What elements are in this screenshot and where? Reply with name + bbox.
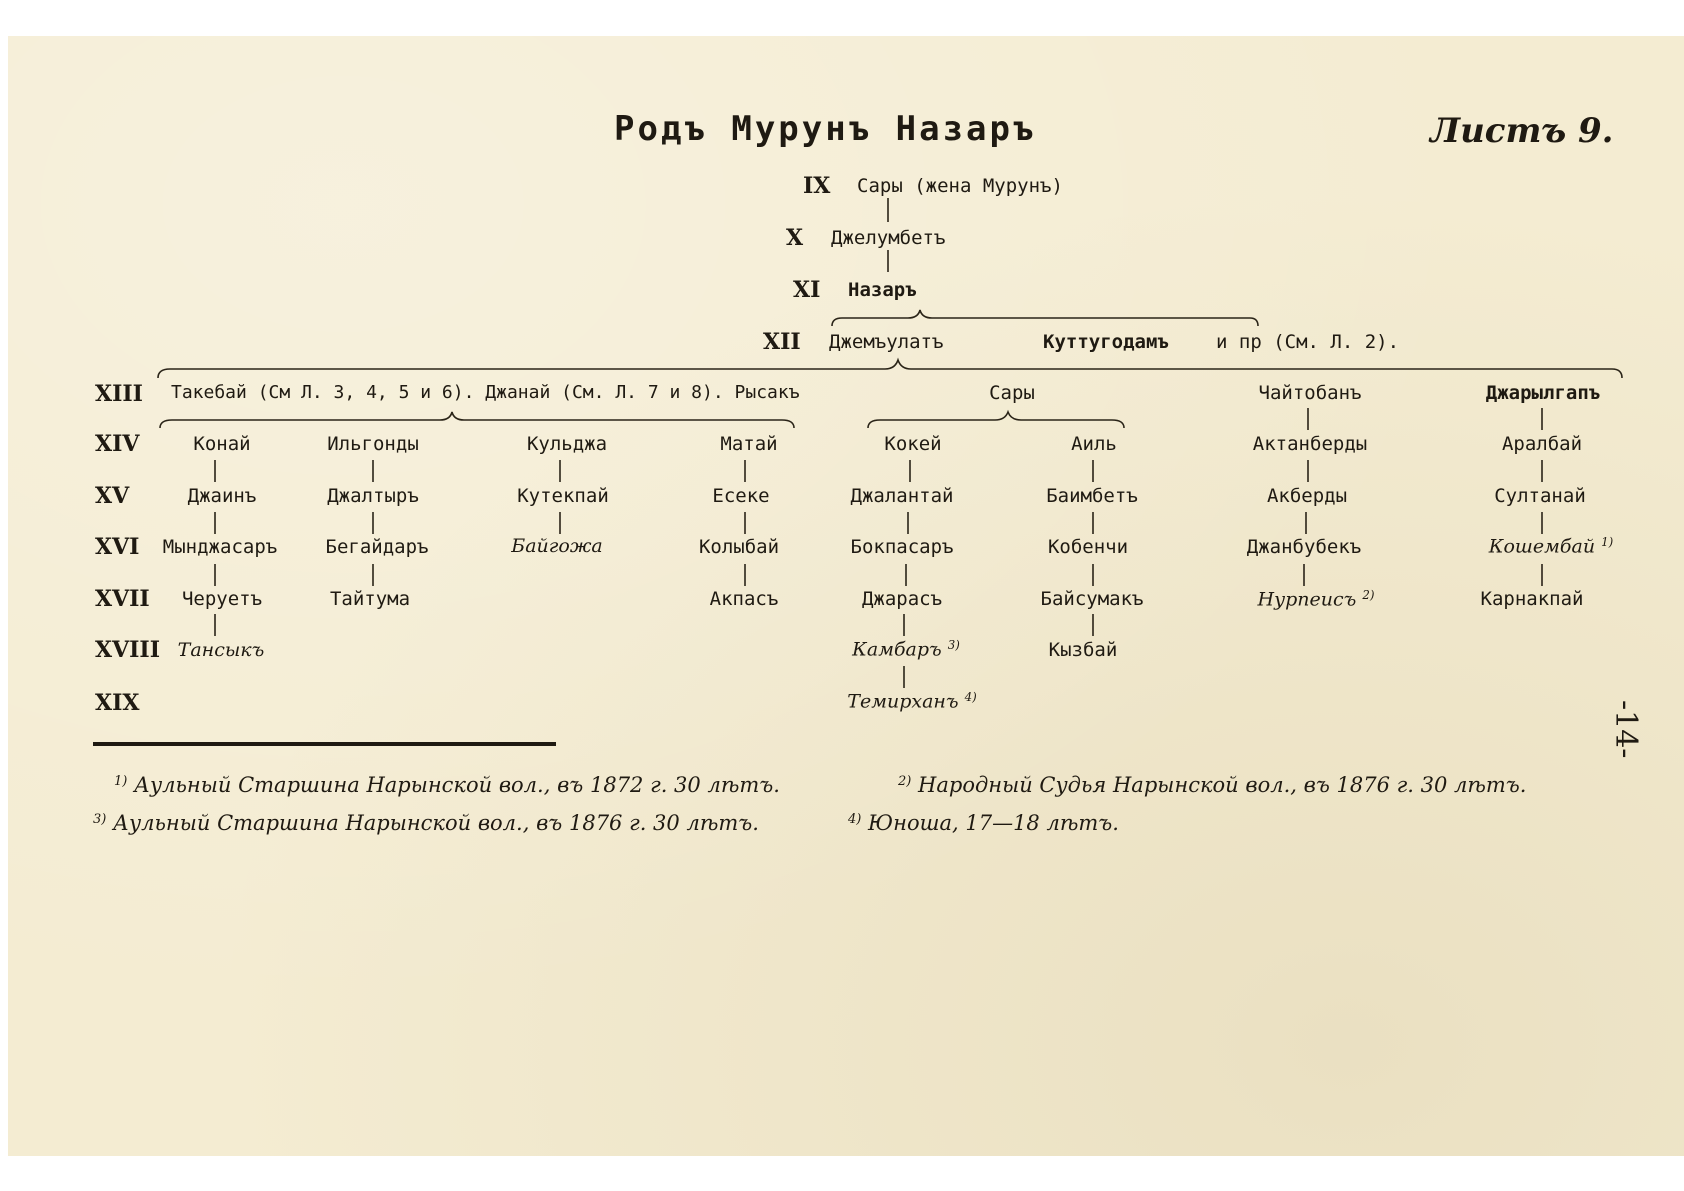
person-akpas: Акпасъ: [709, 588, 779, 610]
person-ilgondy: Ильгонды: [327, 433, 419, 455]
brace-sary: [868, 412, 1124, 428]
person-kuldzha: Кульджа: [526, 433, 608, 455]
sheet-number: Листъ 9.: [1430, 111, 1614, 151]
person-dzharas: Джарасъ: [861, 588, 943, 610]
person-dzhain: Джаинъ: [187, 485, 257, 507]
generation-numeral: XI: [793, 277, 821, 303]
person-xiii-chaitoban: Чайтобанъ: [1258, 382, 1362, 404]
person-tansyk: Тансыкъ: [177, 639, 265, 661]
person-baisumak: Байсумакъ: [1040, 588, 1144, 610]
person-xi: Назаръ: [848, 279, 917, 301]
person-akberdy: Акберды: [1266, 485, 1348, 507]
person-dzhanbubek: Джанбубекъ: [1246, 536, 1362, 558]
generation-numeral: XV: [95, 483, 130, 509]
brace-group1: [160, 412, 794, 428]
person-kobenchi: Кобенчи: [1047, 536, 1129, 558]
person-ix: Сары (жена Мурунъ): [857, 175, 1063, 197]
footnote-2: $^{2)}$ Народный Судья Нарынской вол., въ 1876 г. 30 лѣтъ.: [898, 773, 1527, 798]
person-cheruet: Черуетъ: [181, 588, 263, 610]
person-matai: Матай: [720, 433, 778, 455]
person-sultanai: Султанай: [1494, 485, 1586, 507]
person-baimbet: Баимбетъ: [1046, 485, 1138, 507]
person-aktanberdy: Актанберды: [1252, 433, 1368, 455]
generation-numeral: IX: [803, 173, 831, 199]
generation-numeral: XVIII: [95, 637, 161, 663]
generation-numeral: XIII: [95, 381, 143, 407]
generation-numeral: XVI: [95, 534, 140, 560]
person-baigozha: Байгожа: [511, 535, 603, 557]
person-x: Джелумбетъ: [831, 227, 946, 249]
generation-numeral: XII: [763, 329, 801, 355]
person-kolybai: Колыбай: [698, 536, 780, 558]
person-xii-1: Джемъулатъ: [829, 331, 944, 353]
person-bokpasar: Бокпасаръ: [850, 536, 954, 558]
person-aralbai: Аралбай: [1501, 433, 1583, 455]
person-temirkhan: Темирханъ $^{4)}$: [847, 690, 977, 713]
brace-xii: [832, 310, 1258, 326]
person-nurpeis: Нурпеисъ $^{2)}$: [1257, 588, 1375, 611]
person-ail: Аиль: [1071, 433, 1117, 455]
page-title: Родъ Мурунъ Назаръ: [614, 109, 1037, 149]
person-kokei: Кокей: [884, 433, 942, 455]
person-taituma: Тайтума: [329, 588, 411, 610]
footnote-3: $^{3)}$ Аульный Старшина Нарынской вол., въ 1876 г. 30 лѣтъ.: [93, 811, 759, 836]
person-dzhalantai: Джалантай: [850, 485, 954, 507]
person-xii-2: Куттугодамъ: [1043, 331, 1169, 353]
generation-numeral: XVII: [95, 586, 150, 612]
person-begaidar: Бегайдаръ: [325, 536, 429, 558]
person-dzhaltyr: Джалтыръ: [327, 485, 419, 507]
footnote-4: $^{4)}$ Юноша, 17—18 лѣтъ.: [848, 811, 1119, 836]
column-chaitoban: [1304, 460, 1308, 586]
footnote-1: $^{1)}$ Аульный Старшина Нарынской вол., въ 1872 г. 30 лѣтъ.: [114, 773, 780, 798]
person-kutekpai: Кутекпай: [517, 485, 609, 507]
person-eseke: Есеке: [712, 485, 770, 507]
person-kambar: Камбаръ $^{3)}$: [852, 638, 960, 661]
page-number: -14-: [1608, 700, 1643, 759]
generation-numeral: XIX: [95, 690, 140, 716]
person-koshembai: Кошембай $^{1)}$: [1488, 535, 1614, 558]
footnote-rule: [93, 742, 556, 746]
person-myndzhasar: Мынджасаръ: [162, 536, 278, 558]
person-karnakpai: Карнакпай: [1480, 588, 1584, 610]
person-konai: Конай: [193, 433, 251, 455]
person-xiii-sary: Сары: [989, 382, 1035, 404]
person-xiii-dzharylgap: Джарылгапъ: [1485, 382, 1601, 404]
person-kyzbai: Кызбай: [1048, 639, 1118, 661]
generation-numeral: X: [786, 225, 804, 251]
person-xiii-group: Такебай (См Л. 3, 4, 5 и 6). Джанай (См. Л. 7 и 8). Рысакъ: [171, 382, 800, 403]
generation-numeral: XIV: [95, 431, 140, 457]
person-xii-note: и пр (См. Л. 2).: [1216, 331, 1400, 353]
brace-xiii: [158, 360, 1622, 378]
